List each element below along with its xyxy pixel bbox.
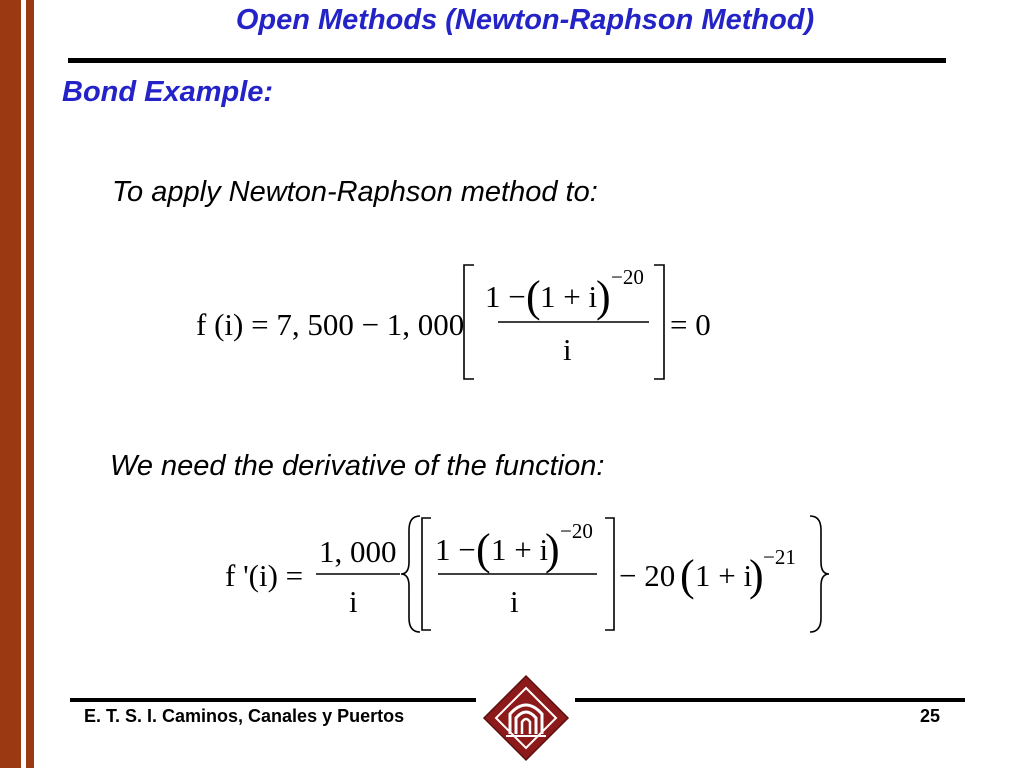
eq2-num-inner: 1 + i (491, 532, 549, 567)
derivative-text: We need the derivative of the function: (110, 450, 605, 482)
eq2-denominator: i (510, 584, 519, 619)
eq1-right-bracket (654, 265, 664, 379)
slide-subtitle: Bond Example: (62, 76, 274, 108)
eq1-rhs: = 0 (670, 307, 711, 342)
equation-derivative (225, 510, 835, 640)
eq2-right-brace (810, 516, 829, 632)
eq2-tail-inner: 1 + i (695, 558, 753, 593)
eq2-frac-den: i (349, 584, 358, 619)
eq2-frac-num: 1, 000 (319, 534, 397, 569)
eq2-exponent: −20 (560, 519, 593, 543)
eq1-num-inner: 1 + i (540, 279, 598, 314)
footer-rule-left (70, 698, 476, 702)
eq1-close-paren: ) (596, 272, 611, 321)
equation-function (190, 255, 750, 390)
eq1-denominator: i (563, 332, 572, 367)
eq2-lhs: f '(i) = (225, 558, 304, 593)
eq1-left-bracket (464, 265, 474, 379)
eq2-close-paren: ) (545, 525, 560, 574)
title-divider (68, 58, 946, 63)
left-bar-wide (0, 0, 21, 768)
footer-rule-right (575, 698, 965, 702)
eq1-open-paren: ( (526, 272, 541, 321)
eq1-num-one: 1 − (485, 279, 526, 314)
slide-title: Open Methods (Newton-Raphson Method) (235, 4, 815, 36)
footer-page-number: 25 (920, 706, 941, 726)
intro-text: To apply Newton-Raphson method to: (112, 176, 598, 208)
left-bar-narrow (26, 0, 34, 768)
eq2-num-one: 1 − (435, 532, 476, 567)
eq1-exponent: −20 (611, 265, 644, 289)
eq2-tail-open-paren: ( (680, 551, 695, 600)
eq1-lhs: f (i) = 7, 500 − 1, 000 (196, 307, 465, 342)
footer-institution: E. T. S. I. Caminos, Canales y Puertos (84, 706, 405, 726)
eq2-left-brace (401, 516, 420, 632)
left-decorative-bar (0, 0, 35, 768)
school-logo (482, 674, 570, 762)
eq2-left-bracket (422, 518, 431, 630)
eq2-tail-close-paren: ) (749, 551, 764, 600)
eq2-tail: − 20 (619, 558, 676, 593)
eq2-open-paren: ( (476, 525, 491, 574)
eq2-tail-exponent: −21 (763, 545, 796, 569)
eq2-right-bracket (605, 518, 614, 630)
